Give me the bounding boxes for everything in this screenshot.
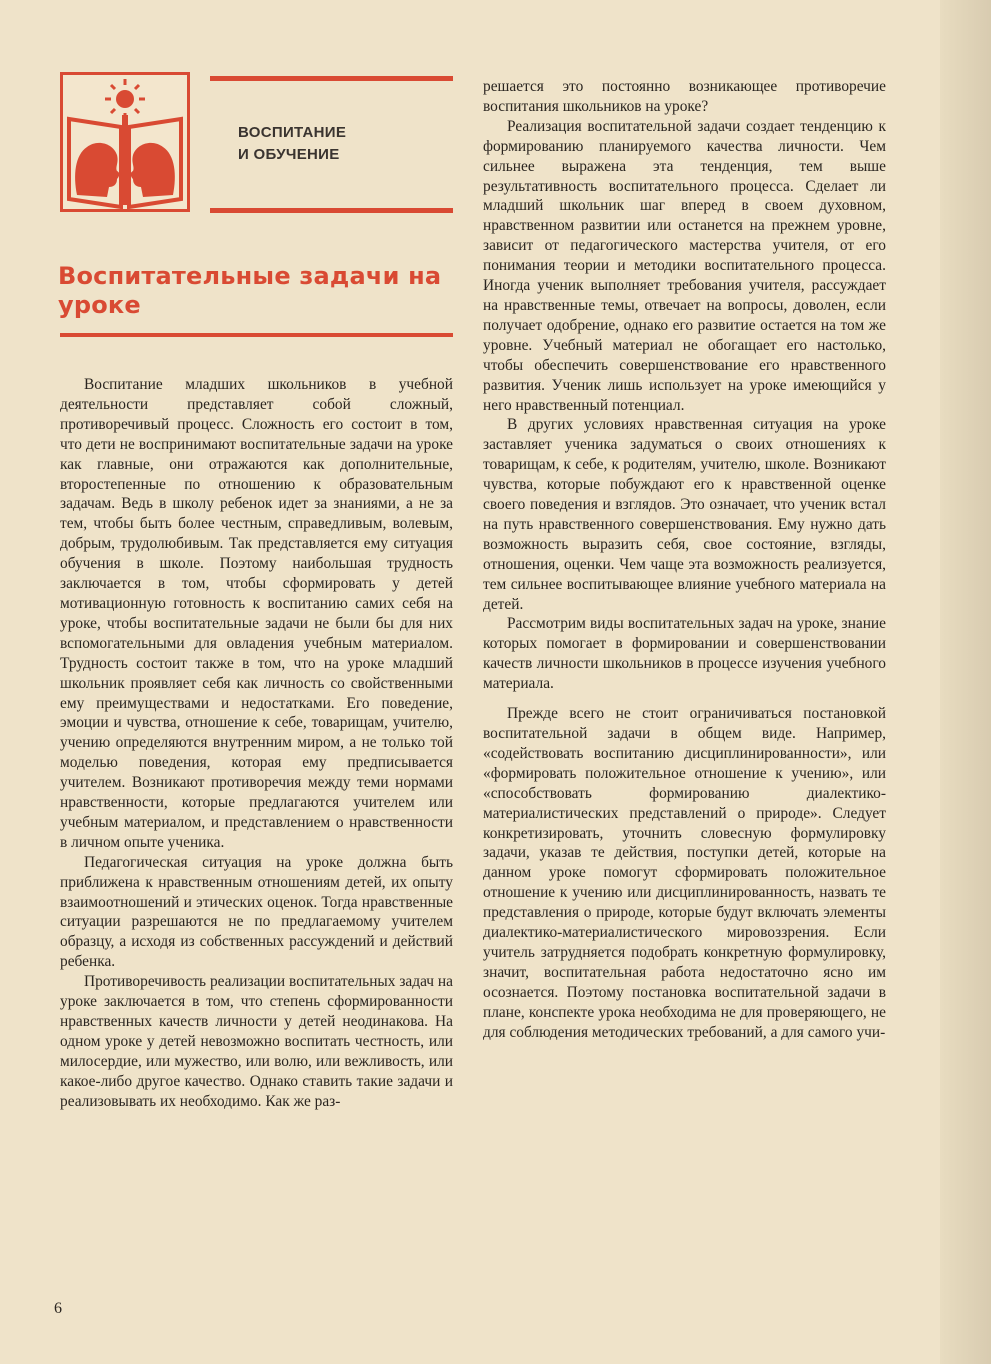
article-column-left [60,375,453,1112]
paragraph: Противоречивость реализации воспитательных задач на уроке заключается в том, что степень сформированности нравственных качеств личности у детей неодинакова. На одном уроке у детей невозможно воспитать честность, или милосердие, или мужество, или волю, или вежливость, или какое-либо другое качество. Однако ставить такие задачи и реализовывать их необходимо. Как же раз- [60,973,453,1110]
paragraph: Воспитание младших школьников в учебной деятельности представляет собой сложный, противоречивый процесс. Сложность его состоит в том, что дети не воспринимают воспитательные задачи на уроке как главные, они отражаются как дополнительные, второстепенные по отношению к образовательным задачам. Ведь в школу ребенок идет за знаниями, а не за тем, чтобы быть более честным, справедливым, волевым, добрым, трудолюбивым. Так представляется ему ситуация обучения в школе. Поэтому наибольшая трудность заключается в том, чтобы сформировать у детей мотивационную готовность к воспитанию самих себя на уроке, чтобы воспитательные задачи не были бы для них вспомогательными для овладения учебным материалом. Трудность состоит также в том, что на уроке младший школьник проявляет себя как личность со свойственными ему преимуществами и недостатками. Его поведение, эмоции и чувства, отношение к себе, товарищам, учителю, учению определяются внутренним миром, а не только той моделью поведения, которая ему предписывается учителем. Возникают противоречия между теми нормами нравственности, которые предлагаются учителем или учебным материалом, и представлением о нравственности в личном опыте ученика. [60,376,453,851]
paragraph: В других условиях нравственная ситуация на уроке заставляет ученика задуматься о своих отношениях к товарищам, к себе, к родителям, учителю, школе. Возникают чувства, которые побуждают его к нравственной оценке своего поведения и взглядов. Это означает, что ученик встал на путь нравственного совершенствования. Ему нужно дать возможность выразить себя, свое состояние, взгляды, отношения, оценки. Чем чаще эта возможность реализуется, тем сильнее воспитывающее влияние учебного материала на детей. [483,416,886,613]
book-and-heads-icon [63,75,187,209]
page-number: 6 [54,1300,62,1317]
paragraph: Педагогическая ситуация на уроке должна быть приближена к нравственным отношениям детей, их опыту взаимоотношений и этических оценок. Тогда нравственные ситуации разрешаются не по предлагаемому учителем образцу, а исходя из собственных рассуждений и действий ребенка. [60,853,453,971]
section-logo [60,72,190,212]
section-label: ВОСПИТАНИЕ И ОБУЧЕНИЕ [238,124,347,163]
article-title: Воспитательные задачи на уроке [58,262,442,319]
header-rule-bottom [210,208,453,213]
title-rule [60,333,453,337]
paragraph: Прежде всего не стоит ограничиваться постановкой воспитательной задачи в общем виде. Например, «содействовать воспитанию дисциплинированности», или «формировать положительное отношение к учению», или «способствовать формированию диалектико-материалистических представлений о природе». Следует конкретизировать, уточнить словесную формулировку задачи, указав те действия, поступки детей, которые на данном уроке помогут сформировать положительное отношение к учению или дисциплинированность, назвать те представления о природе, которые будут включать элементы диалектико-материалистического мировоззрения. Если учитель затрудняется подобрать конкретную формулировку, значит, воспитательная работа недостаточно ясно им осознается. Поэтому постановка воспитательной задачи в плане, конспекте урока необходима не для проверяющего, не для соблюдения методических требований, а для самого учи- [483,705,886,1041]
article-column-right [483,77,886,1043]
paragraph: Рассмотрим виды воспитательных задач на уроке, знание которых помогает в формировании и совершенствовании качеств личности школьников в процессе изучения учебного материала. [483,615,886,693]
paragraph-continuation: решается это постоянно возникающее противоречие воспитания школьников на уроке? [483,78,886,115]
page-edge-shadow [940,0,991,1364]
paragraph: Реализация воспитательной задачи создает тенденцию к формированию планируемого качества личности. Чем сильнее выражена эта тенденция, тем выше результативность воспитательного процесса. Сделает ли младший школьник шаг вперед в своем духовном, нравственном развитии или останется на прежнем уровне, зависит от педагогического мастерства учителя, от его понимания теории и методики воспитательного процесса. Иногда ученик выполняет требования учителя, рассуждает на нравственные темы, отвечает на вопросы, доволен, если получает одобрение, однако его развитие остается на том же уровне. Учебный материал не обогащает его настолько, чтобы обеспечить совершенствование его нравственного развития. Ученик лишь использует на уроке имеющийся у него нравственный потенциал. [483,117,886,414]
header-rule-top [210,76,453,81]
